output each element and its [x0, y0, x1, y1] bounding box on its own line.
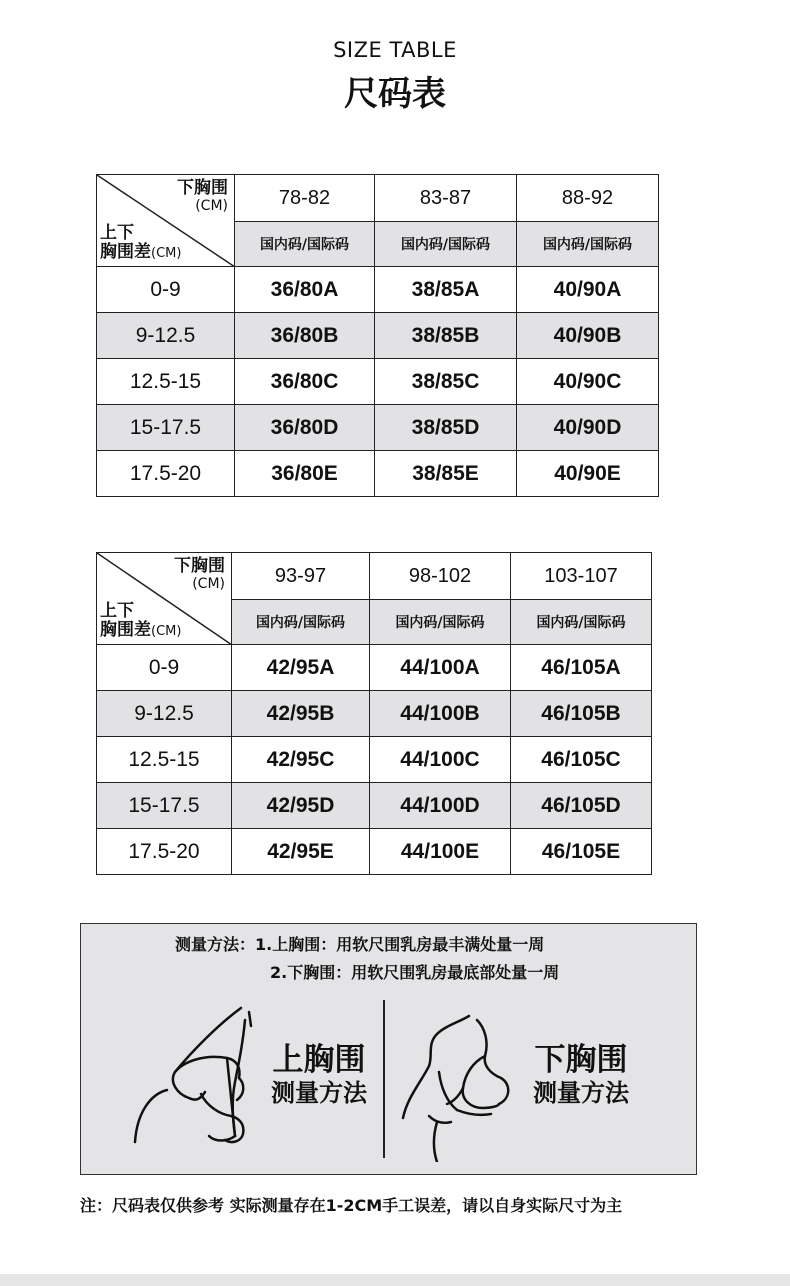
table-row	[97, 451, 659, 497]
method-line-lower: 2.下胸围：用软尺围乳房最底部处量一周	[270, 963, 560, 982]
size-cell: 38/85D	[375, 405, 517, 451]
size-cell: 46/105C	[511, 737, 652, 783]
size-cell: 36/80D	[235, 405, 375, 451]
under-bust-illustration	[399, 1012, 534, 1162]
table-row	[97, 313, 659, 359]
row-label: 15-17.5	[97, 783, 232, 829]
size-cell: 46/105B	[511, 691, 652, 737]
size-system-label: 国内码/国际码	[370, 600, 511, 645]
row-label: 12.5-15	[97, 359, 235, 405]
size-cell: 38/85B	[375, 313, 517, 359]
row-label: 12.5-15	[97, 737, 232, 783]
size-system-label: 国内码/国际码	[517, 222, 659, 267]
size-cell: 40/90C	[517, 359, 659, 405]
method-line-upper: 测量方法：1.上胸围：用软尺围乳房最丰满处量一周	[175, 935, 545, 954]
size-system-label: 国内码/国际码	[511, 600, 652, 645]
header-row	[97, 553, 652, 600]
measurement-method-box	[80, 923, 697, 1175]
size-cell: 42/95D	[232, 783, 370, 829]
size-cell: 42/95E	[232, 829, 370, 875]
underbust-header: 下胸围 (CM)	[174, 556, 225, 592]
column-header: 88-92	[517, 175, 659, 222]
corner-header-cell	[97, 175, 235, 267]
size-cell: 36/80C	[235, 359, 375, 405]
size-cell: 42/95A	[232, 645, 370, 691]
upper-bust-title: 上胸围 测量方法	[271, 1042, 367, 1107]
size-cell: 38/85E	[375, 451, 517, 497]
bottom-bar	[0, 1274, 790, 1286]
header-row	[97, 175, 659, 222]
table-row	[97, 359, 659, 405]
size-cell: 44/100B	[370, 691, 511, 737]
corner-header-cell	[97, 553, 232, 645]
table-row	[97, 783, 652, 829]
difference-header: 上下 胸围差(CM)	[100, 601, 182, 640]
column-header: 78-82	[235, 175, 375, 222]
size-table-1	[96, 174, 659, 497]
size-cell: 46/105E	[511, 829, 652, 875]
size-cell: 46/105A	[511, 645, 652, 691]
table-row	[97, 405, 659, 451]
column-header: 98-102	[370, 553, 511, 600]
row-label: 9-12.5	[97, 691, 232, 737]
upper-bust-illustration	[131, 1002, 266, 1152]
size-cell: 44/100C	[370, 737, 511, 783]
table-row	[97, 645, 652, 691]
row-label: 9-12.5	[97, 313, 235, 359]
size-cell: 46/105D	[511, 783, 652, 829]
title-english: SIZE TABLE	[333, 38, 457, 62]
size-cell: 44/100E	[370, 829, 511, 875]
table-row	[97, 691, 652, 737]
size-cell: 40/90E	[517, 451, 659, 497]
difference-header: 上下 胸围差(CM)	[100, 223, 182, 262]
table-row	[97, 737, 652, 783]
size-cell: 36/80A	[235, 267, 375, 313]
size-system-label: 国内码/国际码	[235, 222, 375, 267]
size-cell: 40/90A	[517, 267, 659, 313]
under-bust-title: 下胸围 测量方法	[533, 1042, 629, 1107]
title-chinese: 尺码表	[344, 74, 446, 114]
row-label: 17.5-20	[97, 829, 232, 875]
disclaimer-note: 注：尺码表仅供参考 实际测量存在1-2CM手工误差，请以自身实际尺寸为主	[80, 1196, 623, 1215]
size-cell: 42/95C	[232, 737, 370, 783]
row-label: 0-9	[97, 267, 235, 313]
size-cell: 44/100A	[370, 645, 511, 691]
underbust-header: 下胸围 (CM)	[177, 178, 228, 214]
row-label: 0-9	[97, 645, 232, 691]
column-header: 103-107	[511, 553, 652, 600]
row-label: 17.5-20	[97, 451, 235, 497]
size-system-label: 国内码/国际码	[375, 222, 517, 267]
row-label: 15-17.5	[97, 405, 235, 451]
size-cell: 38/85C	[375, 359, 517, 405]
size-table-2	[96, 552, 652, 875]
size-cell: 40/90D	[517, 405, 659, 451]
table-row	[97, 267, 659, 313]
size-cell: 36/80B	[235, 313, 375, 359]
size-cell: 44/100D	[370, 783, 511, 829]
size-system-label: 国内码/国际码	[232, 600, 370, 645]
size-cell: 36/80E	[235, 451, 375, 497]
size-cell: 40/90B	[517, 313, 659, 359]
column-header: 93-97	[232, 553, 370, 600]
column-header: 83-87	[375, 175, 517, 222]
method-divider	[383, 1000, 385, 1158]
size-cell: 42/95B	[232, 691, 370, 737]
table-row	[97, 829, 652, 875]
size-cell: 38/85A	[375, 267, 517, 313]
